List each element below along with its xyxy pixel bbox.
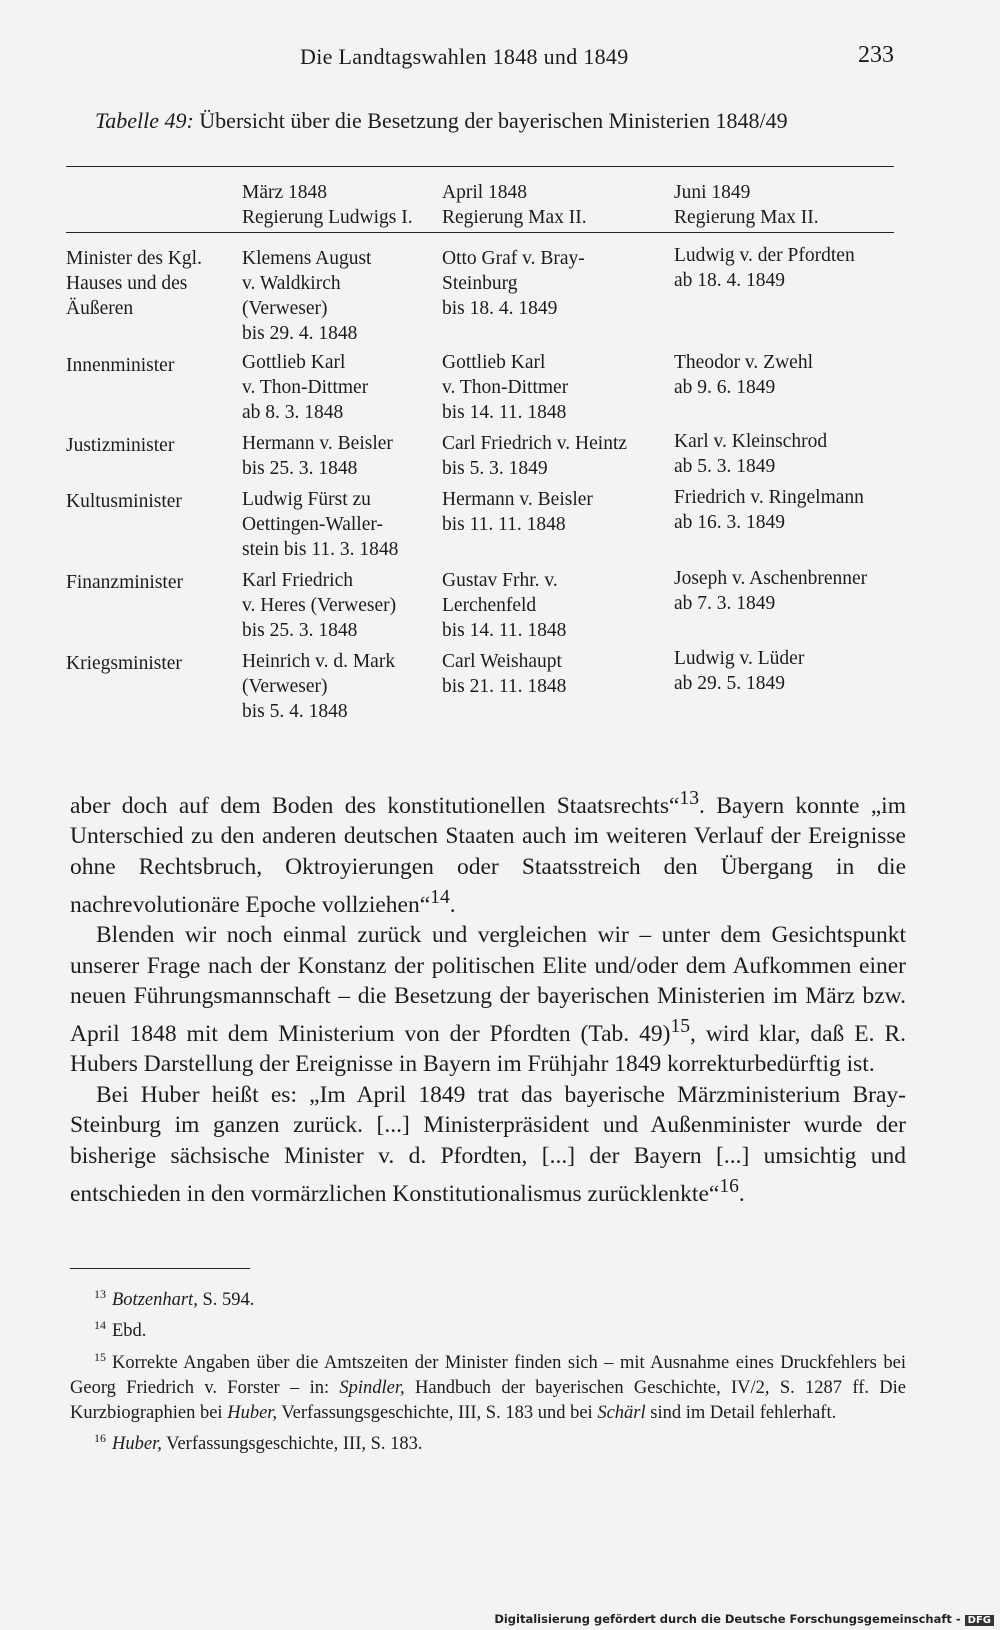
table-caption-label: Tabelle 49: [95,108,194,133]
paragraph [70,784,906,920]
table-cell: Heinrich v. d. Mark (Verweser) bis 5. 4. 1848 [242,651,396,722]
footnote-author: Huber, [227,1403,278,1424]
footnote-16 [70,1426,906,1457]
dfg-logo-icon: DFG [965,1615,994,1626]
footnote-text: S. 594. [197,1290,255,1311]
footnotes [70,1282,906,1458]
footnote-14 [70,1313,906,1344]
table-cell: Karl Friedrich v. Heres (Verweser) bis 25. 3. 1848 [242,570,397,641]
footnote-number: 16 [94,1431,106,1446]
table-cell: Ludwig v. der Pfordten ab 18. 4. 1849 [674,245,855,291]
table-cell: Joseph v. Aschenbrenner ab 7. 3. 1849 [674,568,868,614]
footnote-number: 13 [94,1287,106,1301]
footnote-text: Korrekte Angaben über die Amtszeiten der Minister finden sich – mit Ausnahme eines Druckfehlers bei Georg Friedrich v. Forster – in: [70,1352,906,1399]
table-cell: Carl Weishaupt bis 21. 11. 1848 [442,651,567,697]
footnote-author: Botzenhart, [112,1290,198,1311]
paragraph-text: , wird klar, daß E. R. Hubers Darstellung der Ereignisse in Bayern im Frühjahr 1849 korrekturbedürftig ist. [70,1020,906,1078]
table-cell: Karl v. Kleinschrod ab 5. 3. 1849 [674,431,828,477]
footnote-ref: 13 [679,788,699,809]
footnote-number: 15 [94,1349,106,1364]
paragraph-text: . [738,1180,745,1207]
paragraph [70,1080,906,1209]
column-header: April 1848 Regierung Max II. [442,182,587,228]
table-cell: Carl Friedrich v. Heintz bis 5. 3. 1849 [442,433,628,479]
table-cell: Gottlieb Karl v. Thon-Dittmer bis 14. 11. 1848 [442,352,569,423]
digitization-text: Digitalisierung gefördert durch die Deutsche Forschungsgemeinschaft - [494,1612,961,1626]
table-top-rule [66,166,894,167]
table-caption [95,108,788,134]
table-cell: Klemens August v. Waldkirch (Verweser) bis 29. 4. 1848 [242,248,372,344]
paragraph-text: aber doch auf dem Boden des konstitutionellen Staatsrechts“ [70,792,680,819]
table-cell: Ludwig v. Lüder ab 29. 5. 1849 [674,648,805,694]
table-header-rule [66,232,894,233]
body-text [70,784,906,1209]
footnote-text: sind im Detail fehlerhaft. [645,1403,837,1424]
table-cell: Hermann v. Beisler bis 25. 3. 1848 [242,433,393,479]
footnote-text: Ebd. [112,1321,147,1342]
footnote-author: Spindler, [339,1378,405,1399]
running-head-title: Die Landtagswahlen 1848 und 1849 [300,44,629,69]
footnote-author: Schärl [597,1403,646,1424]
footnote-ref: 16 [719,1175,739,1197]
paragraph-text: . [449,891,456,918]
ministry-label: Minister des Kgl. Hauses und des Äußeren [66,248,202,319]
ministry-label: Innenminister [66,355,175,376]
footnote-text: Verfassungsgeschichte, III, S. 183. [161,1434,423,1455]
ministry-label: Finanzminister [66,572,183,593]
footnote-number: 14 [94,1318,106,1333]
footnote-ref: 14 [430,886,450,908]
table-cell: Hermann v. Beisler bis 11. 11. 1848 [442,489,593,535]
footnote-15 [70,1345,906,1427]
digitization-notice [494,1612,994,1626]
table-cell: Theodor v. Zwehl ab 9. 6. 1849 [674,352,813,398]
paragraph [70,920,906,1080]
footnote-rule [70,1268,250,1269]
running-head [0,44,1000,84]
footnote-13 [70,1282,906,1313]
paragraph-text: Blenden wir noch einmal zurück und vergleichen wir – unter dem Gesichtspunkt unserer Frage nach der Konstanz der politischen Elite und/oder dem Aufkommen einer neuen Führungsmannschaft – die Besetzung der bayerischen Ministerien im März bzw. April 1848 mit dem Ministerium von der Pfordten (Tab. 49) [70,922,906,1047]
ministry-label: Justizminister [66,435,175,456]
column-header: Juni 1849 Regierung Max II. [674,182,819,228]
footnote-text: Verfassungsgeschichte, III, S. 183 und bei [277,1403,598,1424]
column-header: März 1848 Regierung Ludwigs I. [242,182,413,228]
footnote-text: Handbuch der bayerischen Geschichte, IV/2, S. 1287 ff. Die Kurzbiographien bei [70,1378,906,1424]
table-cell: Ludwig Fürst zu Oettingen-Waller- stein bis 11. 3. 1848 [242,489,399,560]
table-cell: Otto Graf v. Bray- Steinburg bis 18. 4. 1849 [442,248,585,319]
table-caption-text: Übersicht über die Besetzung der bayerischen Ministerien 1848/49 [199,108,788,133]
ministry-label: Kriegsminister [66,653,182,674]
ministry-label: Kultusminister [66,491,182,512]
page-number: 233 [858,42,894,68]
footnote-ref: 15 [670,1015,691,1037]
paragraph-text: . Bayern konnte „im Unterschied zu den anderen deutschen Staaten auch im weiteren Verlauf der Ereignisse ohne Rechtsbruch, Oktroyierungen oder Staatsstreich den Übergang in die nachrevolutionäre Epoche vollziehen“ [70,792,906,918]
table-cell: Gottlieb Karl v. Thon-Dittmer ab 8. 3. 1848 [242,352,369,423]
table-cell: Friedrich v. Ringelmann ab 16. 3. 1849 [674,487,864,533]
footnote-author: Huber, [112,1434,162,1455]
table-cell: Gustav Frhr. v. Lerchenfeld bis 14. 11. 1848 [442,570,567,641]
paragraph-text: Bei Huber heißt es: „Im April 1849 trat das bayerische Märzministerium Bray-Steinburg im ganzen zurück. [...] Ministerpräsident und Außenminister wurde der bisherige sächsische Minister v. d. Pfordten, [...] der Bayern [...] umsichtig und entschieden in den vormärzlichen Konstitutionalismus zurücklenkte“ [70,1081,906,1207]
